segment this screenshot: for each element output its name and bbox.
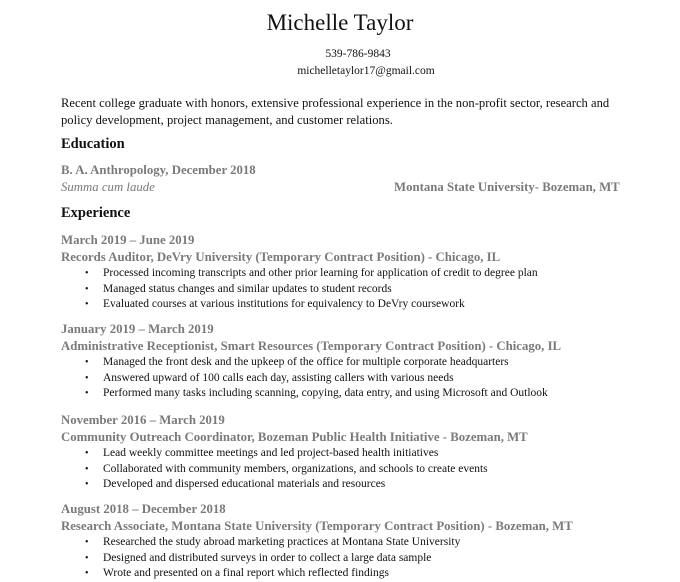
list-item	[61, 386, 641, 402]
bullet-text: Managed status changes and similar updates to student records	[103, 282, 392, 295]
bullet-icon: •	[85, 463, 89, 475]
bullet-icon: •	[85, 537, 89, 548]
bullet-icon: •	[85, 372, 89, 384]
job-entry	[61, 412, 641, 493]
bullet-text: Lead weekly committee meetings and led project-based health initiatives	[103, 447, 439, 459]
bullet-icon: •	[85, 448, 89, 459]
job-title: Research Associate, Montana State University (Temporary Contract Position) - Bozeman, MT	[61, 519, 573, 533]
bullet-text: Answered upward of 100 calls each day, assisting callers with various needs	[103, 371, 454, 384]
education-honors: Summa cum laude	[61, 180, 155, 194]
list-item	[61, 371, 641, 387]
candidate-name: Michelle Taylor	[266, 10, 414, 35]
phone-number: 539-786-9843	[325, 48, 391, 60]
bullet-text: Performed many tasks including scanning, copying, data entry, and using Microsoft and Outlook	[103, 387, 548, 399]
education-degree: B. A. Anthropology, December 2018	[61, 163, 256, 177]
job-entry	[61, 501, 641, 582]
job-bullets	[61, 266, 641, 313]
experience-heading: Experience	[61, 205, 131, 221]
bullet-text: Wrote and presented on a final report which reflected findings	[103, 567, 389, 579]
bullet-text: Researched the study abroad marketing practices at Montana State University	[103, 536, 461, 548]
list-item	[61, 266, 641, 282]
bullet-icon: •	[85, 299, 89, 310]
bullet-text: Designed and distributed surveys in order to collect a large data sample	[103, 551, 432, 564]
summary-paragraph: Recent college graduate with honors, extensive professional experience in the non-profit sector, research and policy development, project management, and customer relations.	[61, 96, 610, 127]
job-dates: January 2019 – March 2019	[61, 322, 214, 336]
job-title: Community Outreach Coordinator, Bozeman Public Health Initiative - Bozeman, MT	[61, 430, 528, 444]
bullet-icon: •	[85, 568, 89, 579]
list-item	[61, 355, 641, 371]
bullet-text: Developed and dispersed educational materials and resources	[103, 478, 386, 490]
job-title: Administrative Receptionist, Smart Resources (Temporary Contract Position) - Chicago, IL	[61, 339, 562, 353]
job-dates: August 2018 – December 2018	[61, 502, 226, 516]
bullet-icon: •	[85, 357, 89, 368]
education-heading: Education	[61, 136, 125, 152]
job-dates: March 2019 – June 2019	[61, 233, 195, 247]
list-item	[61, 297, 641, 313]
education-school: Montana State University- Bozeman, MT	[394, 180, 620, 194]
job-dates: November 2016 – March 2019	[61, 413, 225, 427]
bullet-text: Processed incoming transcripts and other prior learning for application of credit to degree plan	[103, 267, 538, 279]
bullet-icon: •	[85, 552, 89, 564]
email-address: michelletaylor17@gmail.com	[297, 65, 435, 77]
bullet-icon: •	[85, 388, 89, 399]
bullet-icon: •	[85, 479, 89, 490]
bullet-icon: •	[85, 268, 89, 279]
job-title: Records Auditor, DeVry University (Temporary Contract Position) - Chicago, IL	[61, 250, 501, 264]
list-item	[61, 477, 641, 493]
list-item	[61, 462, 641, 478]
list-item	[61, 551, 641, 567]
list-item	[61, 566, 641, 582]
list-item	[61, 535, 641, 551]
bullet-text: Managed the front desk and the upkeep of the office for multiple corporate headquarters	[103, 356, 509, 368]
bullet-text: Collaborated with community members, organizations, and schools to create events	[103, 462, 488, 475]
list-item	[61, 446, 641, 462]
bullet-text: Evaluated courses at various institutions for equivalency to DeVry coursework	[103, 298, 465, 310]
bullet-icon: •	[85, 283, 89, 295]
list-item	[61, 282, 641, 298]
job-entry	[61, 321, 641, 402]
job-entry	[61, 232, 641, 313]
job-bullets	[61, 446, 641, 493]
job-bullets	[61, 355, 641, 402]
